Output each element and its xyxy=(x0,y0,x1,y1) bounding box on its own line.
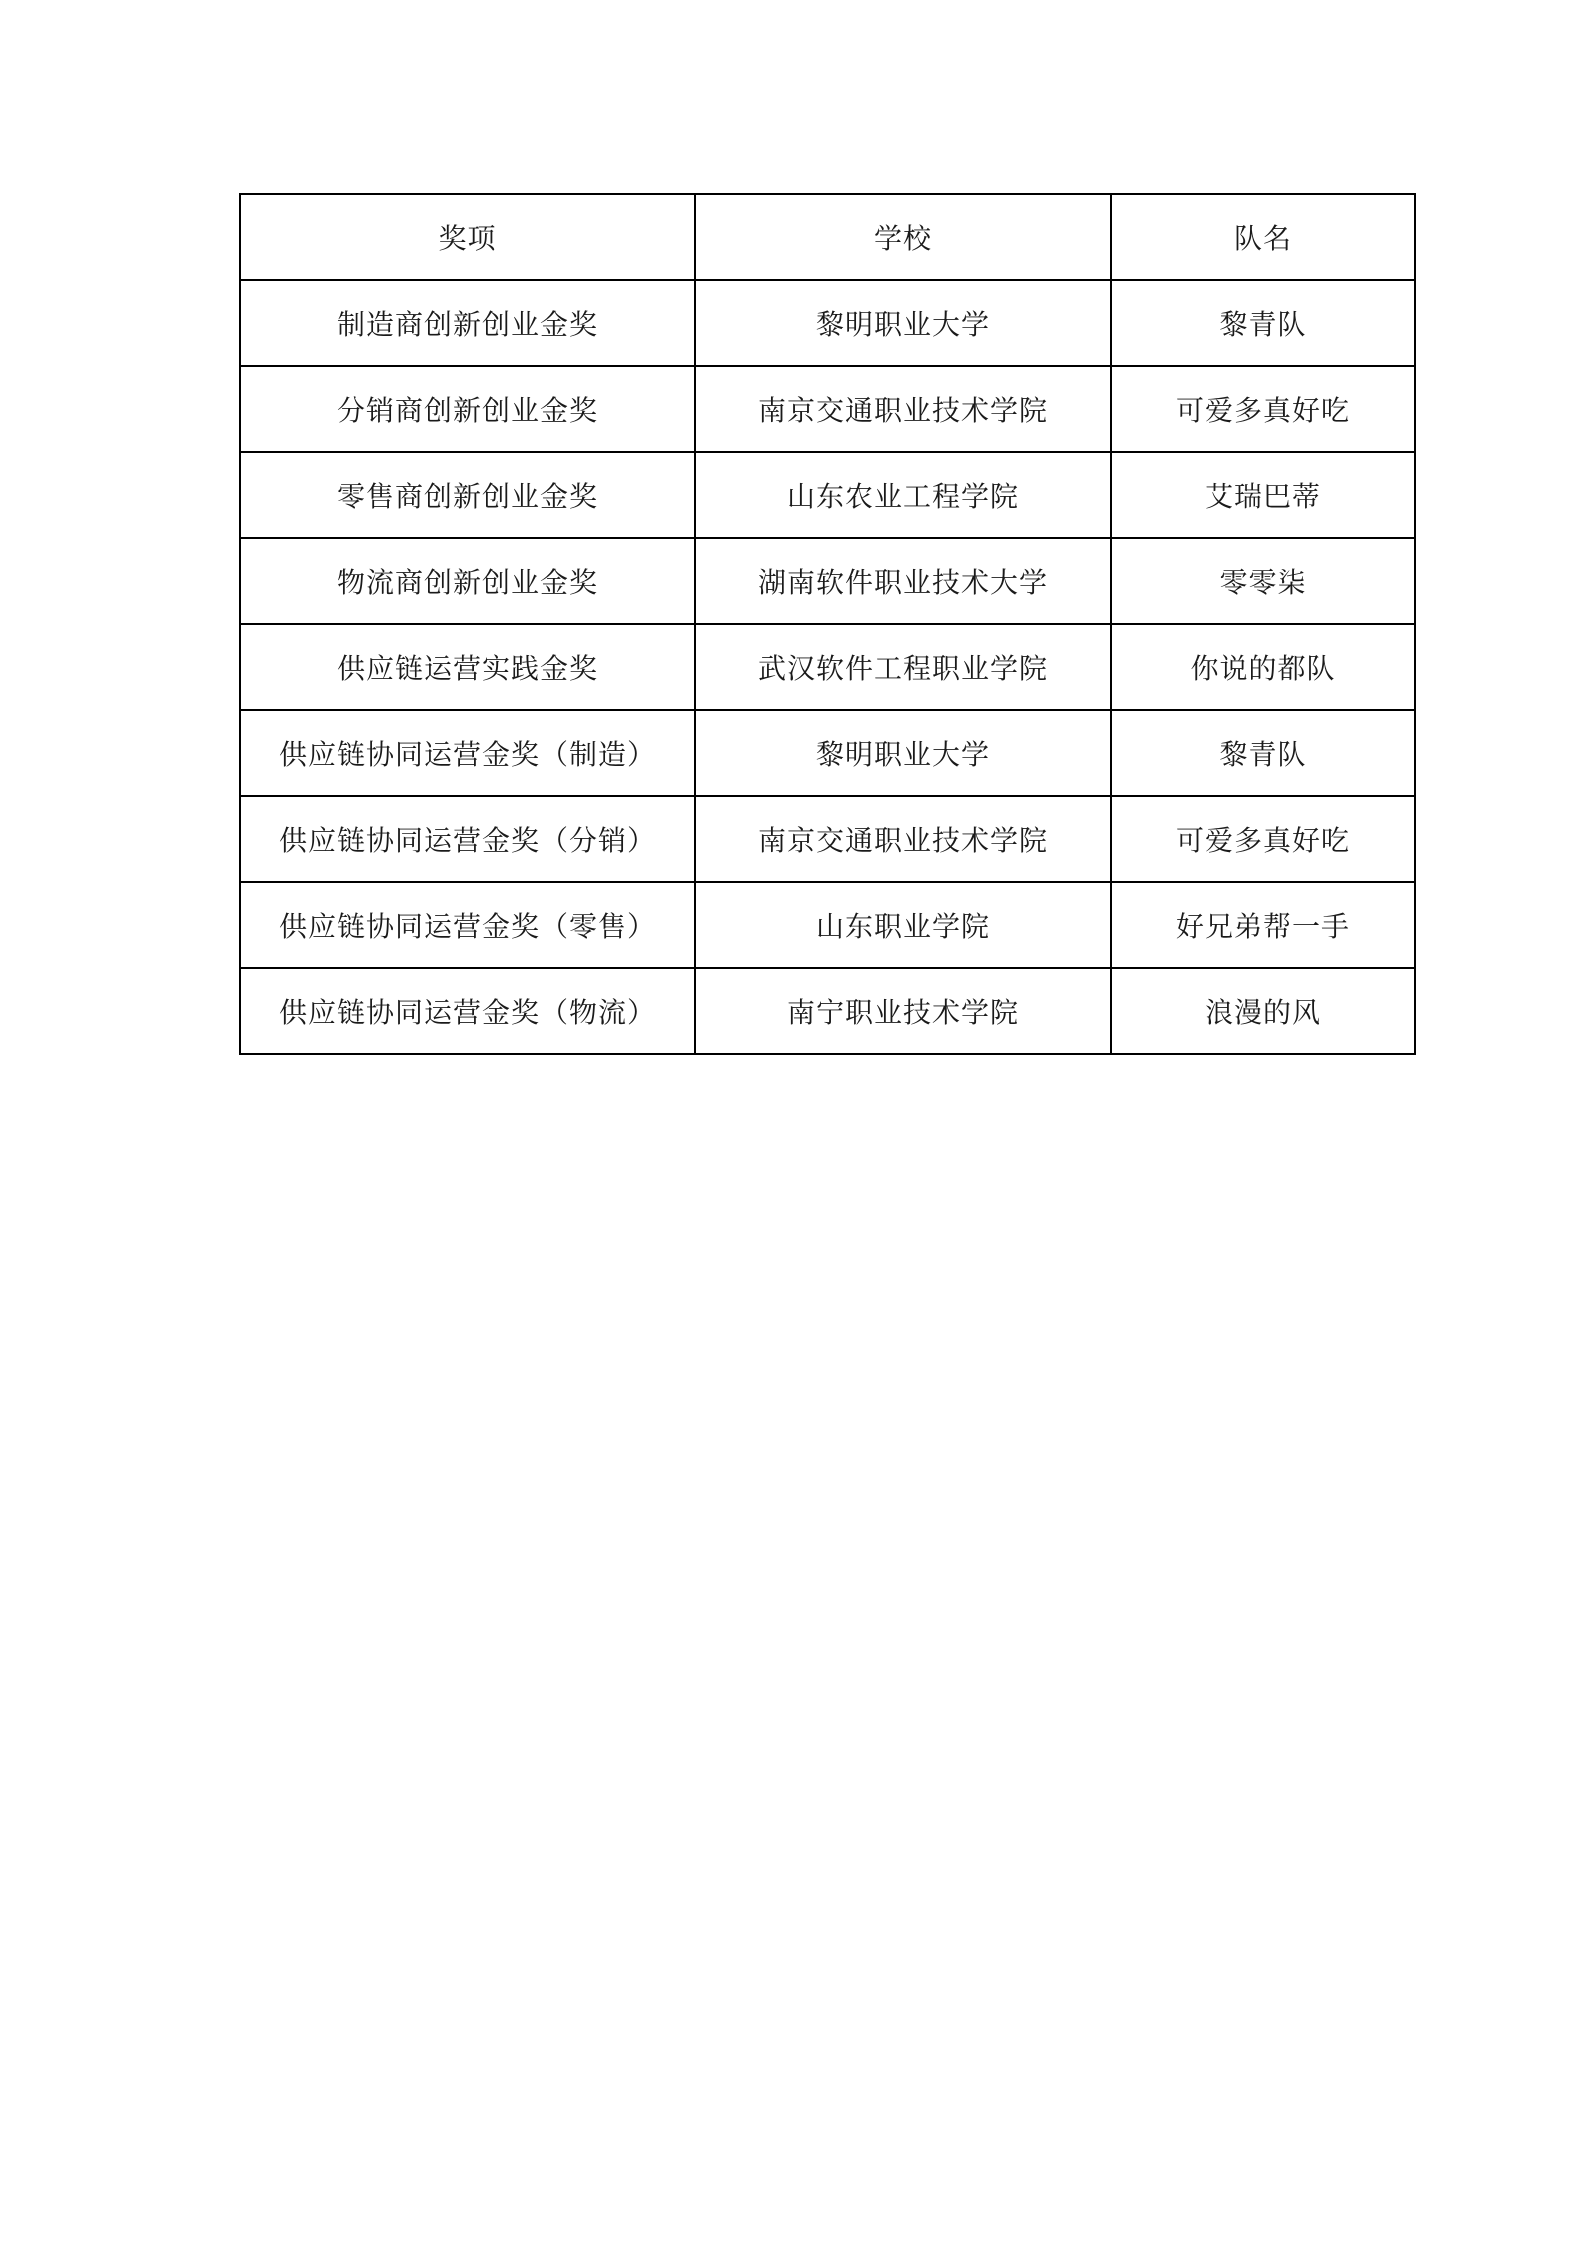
school-cell: 黎明职业大学 xyxy=(695,280,1111,366)
table-row xyxy=(240,538,1415,624)
table-row xyxy=(240,796,1415,882)
team-cell: 好兄弟帮一手 xyxy=(1111,882,1415,968)
header-award: 奖项 xyxy=(240,194,695,280)
award-cell: 供应链协同运营金奖（制造） xyxy=(240,710,695,796)
award-cell: 供应链协同运营金奖（物流） xyxy=(240,968,695,1054)
award-cell: 供应链协同运营金奖（分销） xyxy=(240,796,695,882)
team-cell: 黎青队 xyxy=(1111,280,1415,366)
team-cell: 浪漫的风 xyxy=(1111,968,1415,1054)
school-cell: 黎明职业大学 xyxy=(695,710,1111,796)
team-cell: 可爱多真好吃 xyxy=(1111,366,1415,452)
table-row xyxy=(240,624,1415,710)
award-cell: 物流商创新创业金奖 xyxy=(240,538,695,624)
table-body xyxy=(240,280,1415,1054)
school-cell: 南京交通职业技术学院 xyxy=(695,366,1111,452)
award-cell: 制造商创新创业金奖 xyxy=(240,280,695,366)
table-row xyxy=(240,366,1415,452)
award-cell: 供应链运营实践金奖 xyxy=(240,624,695,710)
header-team: 队名 xyxy=(1111,194,1415,280)
award-cell: 零售商创新创业金奖 xyxy=(240,452,695,538)
header-row xyxy=(240,194,1415,280)
school-cell: 山东农业工程学院 xyxy=(695,452,1111,538)
school-cell: 湖南软件职业技术大学 xyxy=(695,538,1111,624)
table-row xyxy=(240,710,1415,796)
table-row xyxy=(240,968,1415,1054)
award-cell: 供应链协同运营金奖（零售） xyxy=(240,882,695,968)
table-row xyxy=(240,882,1415,968)
table-row xyxy=(240,452,1415,538)
team-cell: 你说的都队 xyxy=(1111,624,1415,710)
awards-table xyxy=(239,193,1416,1055)
school-cell: 武汉软件工程职业学院 xyxy=(695,624,1111,710)
team-cell: 零零柒 xyxy=(1111,538,1415,624)
table-row xyxy=(240,280,1415,366)
table-header xyxy=(240,194,1415,280)
school-cell: 山东职业学院 xyxy=(695,882,1111,968)
team-cell: 可爱多真好吃 xyxy=(1111,796,1415,882)
team-cell: 艾瑞巴蒂 xyxy=(1111,452,1415,538)
school-cell: 南宁职业技术学院 xyxy=(695,968,1111,1054)
school-cell: 南京交通职业技术学院 xyxy=(695,796,1111,882)
award-cell: 分销商创新创业金奖 xyxy=(240,366,695,452)
header-school: 学校 xyxy=(695,194,1111,280)
team-cell: 黎青队 xyxy=(1111,710,1415,796)
